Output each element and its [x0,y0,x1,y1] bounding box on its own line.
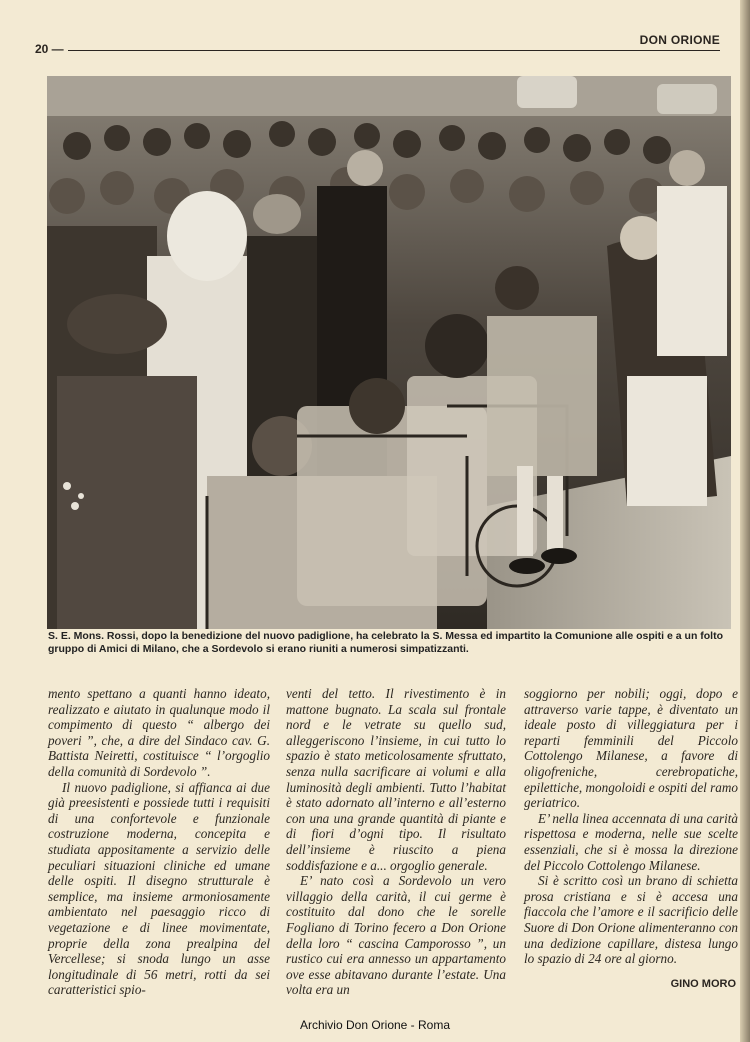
col3-paragraph-2: E’ nella linea accennata di una carità rispettosa e moderna, nelle sue scelte essenziali, che si è mossa la direzione del Piccolo Cottolengo Milanese. [524,810,738,873]
col1-paragraph-1: mento spettano a quanti hanno ideato, realizzato e aiutato in qualunque modo il compimento di questo “ albergo dei poveri ”, che, a dire del Sindaco cav. G. Battista Neiretti, costituisce “ l’orgoglio della comunità di Sordevolo ”. [48,686,270,779]
header-rule [68,50,720,51]
col2-paragraph-2: E’ nato così a Sordevolo un vero villaggio della carità, il cui germe è costituito dal dono che le sorelle Fogliano di Torino fecero a Don Orione della loro “ cascina Camporosso ”, un rustico cui era annesso un appartamento ove esse abitavano durante l’estate. Una volta era un [286,873,506,998]
col3-paragraph-3: Si è scritto così un brano di schietta prosa cristiana e si è accesa una fiaccola che l’amore e il sacrificio delle Suore di Don Orione alimenteranno con una dedizione capillare, distesa lungo lo spazio di 24 ore al giorno. [524,873,738,967]
photo-caption: S. E. Mons. Rossi, dopo la benedizione del nuovo padiglione, ha celebrato la S. Messa ed impartito la Comunione alle ospiti e a un folto gruppo di Amici di Milano, che a Sordevolo si erano riuniti a numerosi simpatizzanti. [48,630,724,655]
page-edge [740,0,750,1042]
magazine-title: DON ORIONE [639,33,720,47]
col1-paragraph-2: Il nuovo padiglione, si affianca ai due già preesistenti e possiede tutti i requisiti di una confortevole e funzionale costruzione moderna, concepita e studiata appositamente a servizio delle peculiari situazioni cliniche ed umane delle ospiti. Il disegno strutturale è semplice, ma insieme armoniosamente ambientato nel paesaggio ricco di vegetazione e di linee movimentate, proprie della zona prealpina del Vercellese; si snoda lungo un asse longitudinale di 56 metri, rotti da sei caratteristici spio- [48,779,270,998]
page-number: 20 — [35,42,64,56]
col3-paragraph-1: soggiorno per nobili; oggi, dopo e attraverso varie tappe, è diventato un ideale posto di villeggiatura per i reparti femminili del Piccolo Cottolengo Milanese, a favore di oligofreniche, cerebropatiche, epilettiche, mongoloidi e ospiti del ramo geriatrico. [524,686,738,811]
article-column-1 [48,686,270,998]
article-column-3 [524,686,738,967]
archive-footer: Archivio Don Orione - Roma [299,1018,451,1032]
photo-mass-ceremony [47,76,731,629]
col2-paragraph-1: venti del tetto. Il rivestimento è in mattone bugnato. La scala sul frontale nord e le vetrate su quello sud, alleggeriscono l’insieme, in cui tutto lo spazio è stato meticolosamente sfruttato, senza nulla sacrificare ai volumi e alla luminosità degli ambienti. Tutto l’habitat è stato adornato all’interno e all’esterno con una una grande quantità di piante e di fiori d’ogni tipo. Il risultato dell’insieme è riuscito a piena soddisfazione e a... orgoglio generale. [286,686,506,873]
article-column-2 [286,686,506,998]
author-signature: GINO MORO [670,978,736,990]
